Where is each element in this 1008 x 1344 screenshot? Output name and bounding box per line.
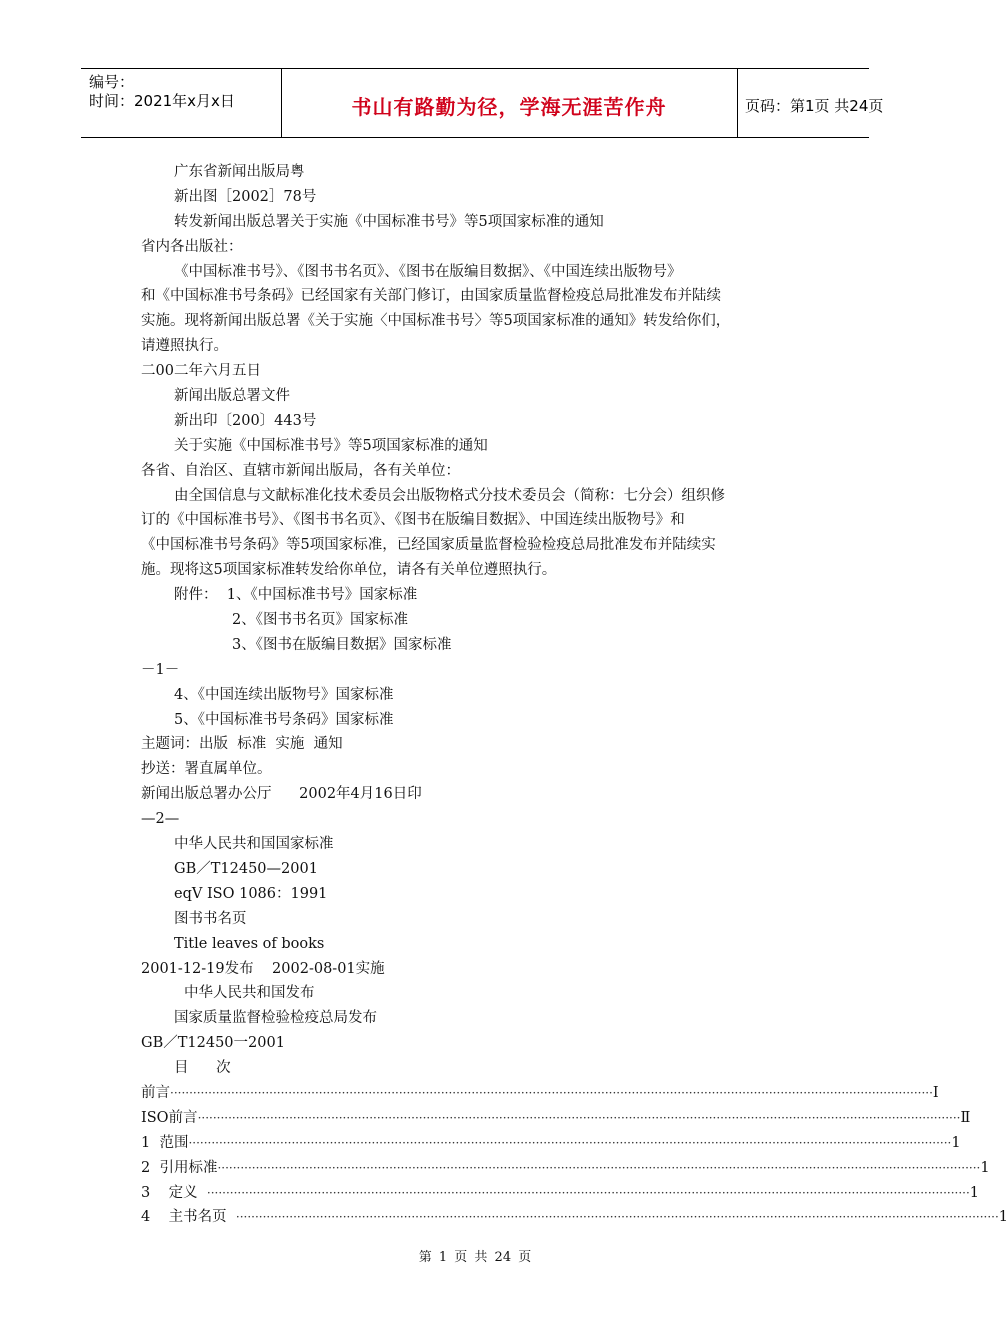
- text-line: 请遵照执行。: [141, 338, 228, 355]
- text-line: 目 次: [174, 1060, 231, 1077]
- text-line: 2、《图书书名页》国家标准: [232, 612, 408, 629]
- text-line: 二00二年六月五日: [141, 363, 261, 380]
- text-line: 转发新闻出版总署关于实施《中国标准书号》等5项国家标准的通知: [174, 213, 604, 230]
- toc-title: 3 定义: [141, 1184, 207, 1201]
- toc-page: 1: [951, 1134, 961, 1151]
- header-left-cell: [81, 69, 282, 137]
- text-line: —2—: [141, 811, 180, 828]
- document-body: [141, 160, 1008, 1230]
- toc-page: 1: [998, 1209, 1008, 1226]
- toc-entry: [141, 1081, 939, 1106]
- toc-page: 1: [980, 1159, 990, 1176]
- toc-title: 4 主书名页: [141, 1209, 236, 1226]
- page-code: 页码：第1页 共24页: [745, 97, 884, 115]
- text-line: 抄送：署直属单位。: [141, 761, 272, 778]
- text-line: 国家质量监督检验检疫总局发布: [174, 1010, 377, 1027]
- text-line: 施。现将这5项国家标准转发给你单位，请各有关单位遵照执行。: [141, 562, 557, 579]
- text-line: 4、《中国连续出版物号》国家标准: [174, 686, 394, 703]
- text-line: 图书书名页: [174, 910, 247, 927]
- toc-page: 1: [969, 1184, 980, 1201]
- text-line: Title leaves of books: [174, 935, 325, 952]
- date-line: 时间：2021年x月x日: [89, 92, 235, 110]
- text-line: 中华人民共和国国家标准: [174, 836, 334, 853]
- text-line: 实施。现将新闻出版总署《关于实施〈中国标准书号〉等5项国家标准的通知》转发给你们，: [141, 313, 731, 330]
- toc-leader: ········································································································································································································: [170, 1085, 933, 1100]
- toc-entry: [141, 1131, 961, 1156]
- text-line: 由全国信息与文献标准化技术委员会出版物格式分技术委员会（简称：七分会）组织修: [174, 487, 725, 504]
- text-line: 附件： 1、《中国标准书号》国家标准: [174, 587, 418, 604]
- page-header: [81, 68, 884, 138]
- text-line: GB／T12450一2001: [141, 1035, 285, 1052]
- toc-entry: [141, 1106, 971, 1131]
- text-line: eqV ISO 1086：1991: [174, 885, 328, 902]
- toc-entry: [141, 1181, 980, 1206]
- text-line: 《中国标准书号条码》等5项国家标准，已经国家质量监督检验检疫总局批准发布并陆续实: [141, 537, 716, 554]
- motto: 书山有路勤为径，学海无涯苦作舟: [351, 95, 667, 119]
- toc-title: 前言: [141, 1084, 170, 1101]
- page-footer: 第 1 页 共 24 页: [418, 1250, 532, 1265]
- toc-entry: [141, 1205, 1008, 1230]
- toc-title: 2 引用标准: [141, 1159, 218, 1176]
- toc-title: 1 范围: [141, 1134, 189, 1151]
- text-line: 订的《中国标准书号》、《图书书名页》、《图书在版编目数据》、中国连续出版物号》和: [141, 512, 685, 529]
- text-line: GB／T12450—2001: [174, 860, 318, 877]
- text-line: 新出印〔200〕443号: [174, 412, 317, 429]
- header-motto-cell: [281, 69, 738, 137]
- toc-page: Ⅱ: [960, 1109, 971, 1126]
- text-line: 主题词：出版 标准 实施 通知: [141, 736, 343, 753]
- toc-leader: ········································································································································································································: [235, 1210, 999, 1225]
- text-line: 广东省新闻出版局粤: [174, 164, 305, 180]
- table-of-contents: [141, 1081, 1008, 1230]
- text-line: 新闻出版总署办公厅 2002年4月16日印: [141, 786, 422, 803]
- text-line: －1－: [141, 661, 180, 678]
- text-line: 5、《中国标准书号条码》国家标准: [174, 711, 394, 728]
- text-line: 和《中国标准书号条码》已经国家有关部门修订，由国家质量监督检疫总局批准发布并陆续: [141, 288, 721, 305]
- text-line: 《中国标准书号》、《图书书名页》、《图书在版编目数据》、《中国连续出版物号》: [174, 263, 682, 280]
- toc-title: ISO前言: [141, 1109, 198, 1126]
- toc-leader: ········································································································································································································: [188, 1135, 952, 1150]
- text-line: 各省、自治区、直辖市新闻出版局，各有关单位：: [141, 462, 460, 479]
- text-line: 2001-12-19发布 2002-08-01实施: [141, 960, 385, 977]
- serial-label: 编号：: [89, 73, 135, 91]
- toc-leader: ········································································································································································································: [206, 1185, 970, 1200]
- text-line: 新闻出版总署文件: [174, 388, 290, 405]
- header-page-cell: [737, 69, 884, 137]
- text-line: 中华人民共和国发布: [184, 985, 315, 1002]
- text-line: 关于实施《中国标准书号》等5项国家标准的通知: [174, 437, 488, 454]
- toc-leader: ········································································································································································································: [217, 1160, 981, 1175]
- toc-entry: [141, 1156, 990, 1181]
- text-line: 3、《图书在版编目数据》国家标准: [232, 636, 452, 653]
- toc-page: Ⅰ: [932, 1084, 939, 1101]
- text-line: 省内各出版社：: [141, 238, 243, 255]
- toc-leader: ········································································································································································································: [197, 1110, 961, 1125]
- text-line: 新出图［2002］78号: [174, 188, 317, 205]
